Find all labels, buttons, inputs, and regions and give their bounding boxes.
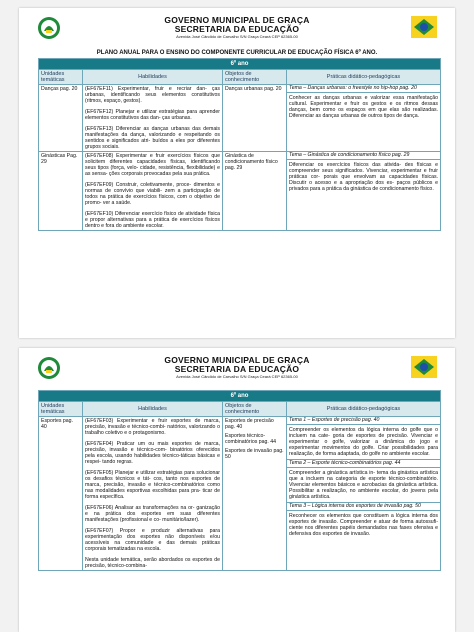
curriculum-table [38,390,441,571]
government-name: GOVERNO MUNICIPAL DE GRAÇA [164,355,310,365]
skill-item: (EF67EF12) Planejar e utilizar estratégias para aprender elementos constitutivos das dan- ças urbanas. [85,109,220,121]
practice-text: Compreender a ginástica artística in- tema da ginástica artística que a incluem na categoria de esporte técnico-combinatório. Vivenciar elementos básicos e acrobacias da ginástica artística. Possibilitar a realização, no ambiente escolar, do jovens pela ginástica artística. [289,470,438,500]
skill-item: (EF67EF13) Diferenciar as danças urbanas das demais manifestações da dança, valorizando e respeitando os sentidos e significados atri- buídos a eles por diferentes grupos sociais. [85,126,220,150]
column-header-units: Unidades temáticas [39,70,83,85]
objects-cell [223,417,287,571]
document-page-1 [19,8,455,338]
objects-cell [223,152,287,231]
address: Avenida José Cândido de Carvalho S/N Graça Ceará CEP 62365-00 [176,374,298,379]
page-header [19,8,455,48]
object-item: Esportes técnico-combinatórios pag. 44 [225,433,277,445]
column-header-skills: Habilidades [83,402,223,417]
practice-theme: Tema 2 – Esporte técnico-combinatórios pag. 44 [287,459,440,468]
skill-item: Nesta unidade temática, serão abordados os esportes de precisão, técnico-combina- [85,557,220,569]
government-name: GOVERNO MUNICIPAL DE GRAÇA [164,15,310,25]
practice-theme: Tema 1 – Esportes de precisão pag. 40 [287,417,440,425]
municipal-flag-icon [411,16,437,38]
curriculum-table [38,58,441,231]
page-header [19,348,455,388]
column-header-objects: Objetos de conhecimento [223,70,287,85]
practice-text: Diferenciar os exercícios físicos das ativida- des físicas e compreender seus significados. Vivenciar, experimentar e fruir práticas cor- porais que envolvam as capacidades físicas. Discutir o acesso e a apropriação dos es- paços públicos e privados para a prática da ginástica de condicionamento físico. [289,162,438,192]
column-header-practices: Práticas didático-pedagógicas [287,70,441,85]
column-header-objects: Objetos de conhecimento [223,402,287,417]
column-header-practices: Práticas didático-pedagógicas [287,402,441,417]
skill-item: (EF67EF04) Praticar um ou mais esportes de marca, precisão, invasão e técnico-com- binatórios oferecidos pela escola, usando habilidades técnico-táticas básicas e respei- tando regras. [85,441,220,465]
skill-item: (EF67EF03) Experimentar e fruir esportes de marca, precisão, invasão e técnico-combi- natórios, valorizando o trabalho coletivo e o protagonismo. [85,418,220,436]
practice-theme: Tema 3 – Lógica interna dos esportes de invasão pag. 50 [287,502,440,511]
skill-item: (EF67EF06) Analisar as transformações na or- ganização e na prática dos esportes em suas diferentes manifestações (profissional e co- munitário/lazer). [85,505,220,523]
skill-item: (EF67EF10) Diferenciar exercício físico de atividade física e propor alternativas para a prática de exercícios físicos dentro e fora do ambiente escolar. [85,211,220,229]
skills-cell [83,85,223,152]
unit-cell: Danças pag. 20 [39,85,83,152]
practice-text: Compreender os elementos da lógica interna do golfe que o incluem na cate- goria de esportes de precisão. Vivenciar e experimentar o golfe, valorizar a dinâmica do jogo e experimentar movimentos do golfe. Criar possibilidades para realização, de forma adaptada, do golfe no ambiente escolar. [289,427,438,457]
secretariat-name: SECRETARIA DA EDUCAÇÃO [174,364,300,374]
table-row [39,85,441,152]
object-item: Danças urbanas pag. 20 [225,86,282,92]
practices-cell [287,417,441,571]
practice-theme: Tema – Ginástica de condicionamento físico pag. 29 [287,152,440,160]
unit-cell: Ginásticas Pag. 29 [39,152,83,231]
practice-text: Reconhecer os elementos que constituem a lógica interna dos esportes de invasão. Compreender e atuar de forma autossufi- ciente nos diferentes papéis demandados nas fases ofensiva e defensiva dos esportes de invasão. [289,513,438,537]
year-band: 6º ano [39,59,441,70]
column-header-units: Unidades temáticas [39,402,83,417]
plan-title: PLANO ANUAL PARA O ENSINO DO COMPONENTE CURRICULAR DE EDUCAÇÃO FÍSICA 6º ANO. [96,50,378,56]
practice-theme: Tema – Danças urbanas: o freestyle no hip-hop pag. 20 [287,85,440,93]
year-band: 6º ano [39,391,441,402]
skills-cell [83,417,223,571]
objects-cell [223,85,287,152]
practices-cell [287,152,441,231]
secretariat-name: SECRETARIA DA EDUCAÇÃO [174,24,300,34]
table-row [39,152,441,231]
skill-item: (EF67EF07) Propor e produzir alternativas para experimentação dos esportes não disponíveis e/ou acessíveis na comunidade e das demais práticas corporais tematizadas na escola. [85,528,220,552]
object-item: Ginástica de condicionamento físico pag. 29 [225,153,278,171]
skill-item: (EF67EF09) Construir, coletivamente, proce- dimentos e normas de convívio que viabili- zem a participação de todos na prática de exercícios físicos, com o objetivo de promo- ver a saúde. [85,182,220,206]
skills-cell [83,152,223,231]
practice-text: Conhecer as danças urbanas e valorizar essa manifestação cultural. Experimentar e fruir os gestos e os ritmos dessas danças, bem como os espaços em que elas são realizadas. Diferenciar as danças urbanas de outros tipos de dança. [289,95,438,119]
skill-item: (EF67EF05) Planejar e utilizar estratégias para solucionar os desafios técnicos e tát- cos, tanto nos esportes de marca, precisão, invasão e técnico-combinatórios como nas modalidades esportivas escolhidas para pra- ticar de forma específica. [85,470,220,500]
skill-item: (EF67EF11) Experimentar, fruir e recriar dan- ças urbanas, identificando seus elementos constitutivos (ritmos, espaço, gestos). [85,86,220,104]
address: Avenida José Cândido de Carvalho S/N Graça Ceará CEP 62365-00 [176,34,298,39]
unit-cell: Esportes pag. 40 [39,417,83,571]
object-item: Esportes de invasão pag. 50 [225,448,284,460]
document-page-2 [19,348,455,632]
skill-item: (EF67EF08) Experimentar e fruir exercícios físicos que solicitem diferentes capacidades físicas, identificando seus tipos (força, velo- cidade, resistência, flexibilidade) e as sensa- ções corporais provocadas pela sua prática. [85,153,220,177]
column-header-skills: Habilidades [83,70,223,85]
municipal-flag-icon [411,356,437,378]
practices-cell [287,85,441,152]
table-row [39,417,441,571]
object-item: Esportes de precisão pag. 40 [225,418,274,430]
